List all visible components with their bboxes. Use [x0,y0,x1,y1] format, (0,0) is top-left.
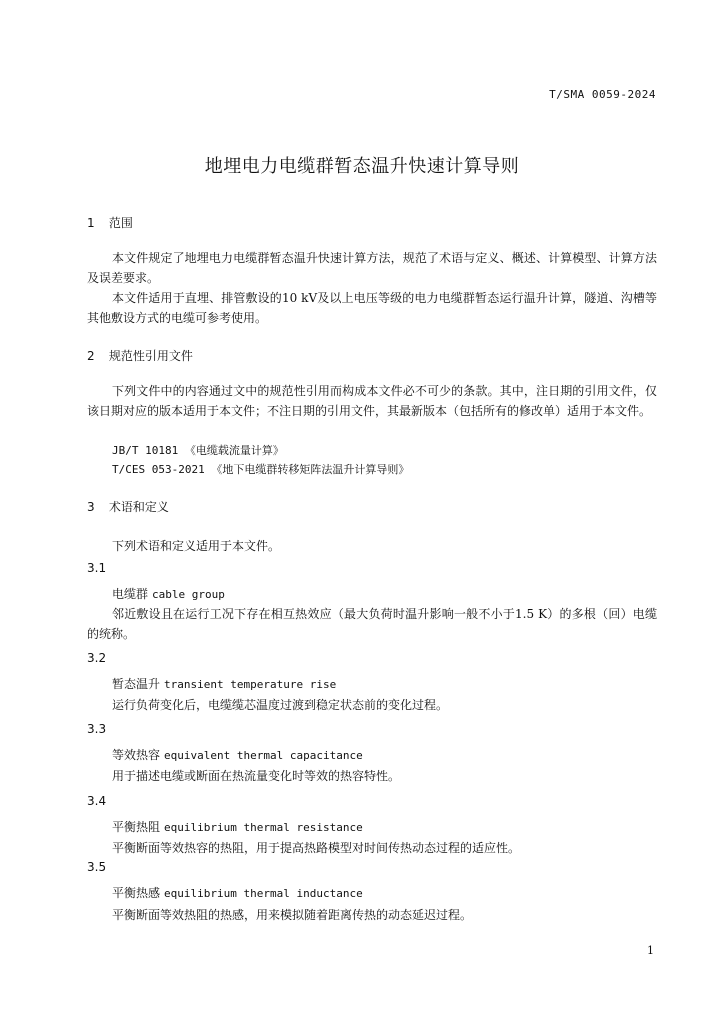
section-title: 术语和定义 [108,500,169,514]
term-en: equilibrium thermal inductance [164,887,363,900]
normative-refs-paragraph: 下列文件中的内容通过文中的规范性引用而构成本文件必不可少的条款。其中，注日期的引用文件，仅该日期对应的版本适用于本文件；不注日期的引用文件，其最新版本（包括所有的修改单）适用于本文件。 [87,384,657,418]
term-number: 3.2 [87,651,107,665]
term-heading [112,884,363,901]
standard-code: T/SMA 0059-2024 [549,88,656,101]
section-number: 2 [87,349,95,363]
term-cn: 平衡热阻 [112,820,161,834]
term-number: 3.5 [87,860,107,874]
term-definition: 平衡断面等效热容的热阻，用于提高热路模型对时间传热动态过程的适应性。 [112,841,521,855]
term-definition: 运行负荷变化后，电缆缆芯温度过渡到稳定状态前的变化过程。 [112,698,449,712]
section-2-heading [87,347,193,364]
term-en: equilibrium thermal resistance [164,821,363,834]
section-1-heading [87,214,133,231]
term-number: 3.4 [87,794,107,808]
term-number: 3.3 [87,722,107,736]
term-definition: 用于描述电缆或断面在热流量变化时等效的热容特性。 [112,769,401,783]
term-cn: 等效热容 [112,748,161,762]
scope-paragraph-1: 本文件规定了地埋电力电缆群暂态温升快速计算方法，规范了术语与定义、概述、计算模型、计算方法及误差要求。 [87,251,657,285]
term-cn: 平衡热感 [112,886,161,900]
term-cn: 电缆群 [112,587,149,601]
term-heading [112,746,363,763]
section-number: 1 [87,216,95,230]
term-en: equivalent thermal capacitance [164,749,363,762]
section-title: 规范性引用文件 [108,349,193,363]
term-number: 3.1 [87,561,107,575]
term-en: cable group [152,588,225,601]
term-definition: 平衡断面等效热阻的热感，用来模拟随着距离传热的动态延迟过程。 [112,908,473,922]
term-heading [112,675,336,692]
scope-paragraph-2: 本文件适用于直埋、排管敷设的10 kV及以上电压等级的电力电缆群暂态运行温升计算，隧道、沟槽等其他敷设方式的电缆可参考使用。 [87,291,657,325]
term-en: transient temperature rise [164,678,337,691]
page-number: 1 [647,944,654,957]
term-heading [112,585,225,602]
reference-item-2: T/CES 053-2021 《地下电缆群转移矩阵法温升计算导则》 [112,463,410,476]
reference-item-1: JB/T 10181 《电缆载流量计算》 [112,444,284,457]
document-title: 地埋电力电缆群暂态温升快速计算导则 [204,156,520,177]
terms-intro: 下列术语和定义适用于本文件。 [112,539,281,553]
term-definition: 邻近敷设且在运行工况下存在相互热效应（最大负荷时温升影响一般不小于1.5 K）的多根（回）电缆的统称。 [87,607,657,641]
section-number: 3 [87,500,95,514]
term-cn: 暂态温升 [112,677,161,691]
section-3-heading [87,498,169,515]
section-title: 范围 [108,216,133,230]
term-heading [112,818,363,835]
